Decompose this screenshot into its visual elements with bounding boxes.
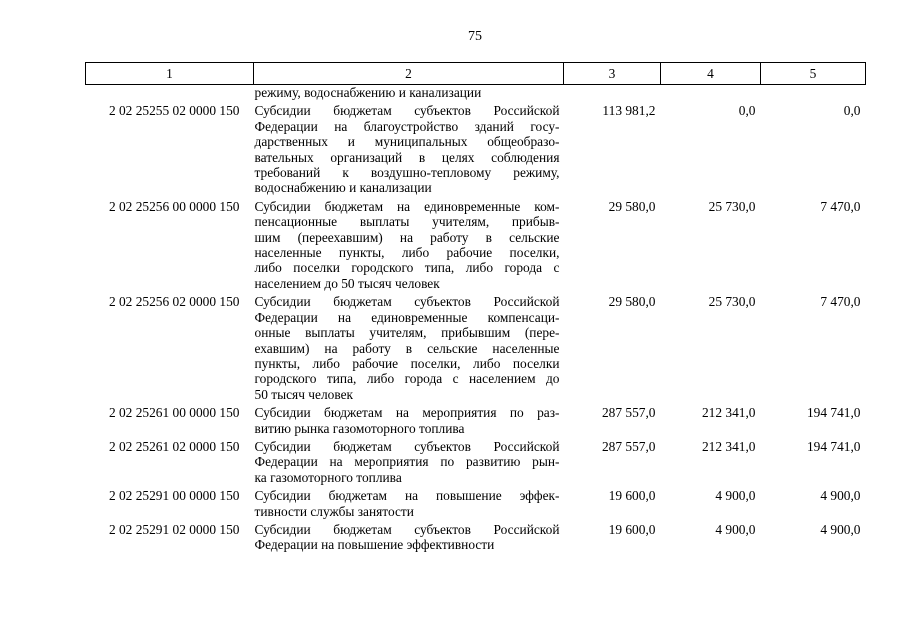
table-header (86, 63, 866, 85)
code-cell (86, 85, 254, 101)
value-col-4: 212 341,0 (701, 438, 756, 454)
description-line: дарственных и муниципальных общеобразо- (254, 134, 560, 150)
value-col-5: 194 741,0 (806, 405, 861, 421)
description-line: населением до 50 тысяч человек (254, 275, 440, 291)
description-line: городского типа, либо города с населением до (254, 371, 560, 387)
table-row (86, 196, 866, 291)
description (254, 519, 564, 553)
budget-code: 2 02 25291 02 0000 150 (108, 521, 240, 537)
description (254, 485, 564, 519)
description-line: пенсационные выплаты учителям, прибыв- (254, 214, 560, 230)
column-header-1: 1 (86, 63, 254, 85)
description-line: 50 тысяч человек (254, 386, 354, 402)
description-line: Федерации на благоустройство зданий госу- (254, 118, 560, 134)
description (254, 196, 564, 291)
value-col-5: 194 741,0 (806, 438, 861, 454)
description-line: требований к воздушно-тепловому режиму, (254, 165, 560, 181)
description-line: вательных организаций в целях соблюдения (254, 149, 560, 165)
value-col-4: 25 730,0 (708, 198, 756, 214)
value-col-3: 29 580,0 (608, 294, 656, 310)
description-line: Субсидии бюджетам субъектов Российской (254, 438, 560, 454)
column-header-2: 2 (254, 63, 564, 85)
budget-code: 2 02 25256 00 0000 150 (108, 198, 240, 214)
description (254, 402, 564, 436)
description (254, 291, 564, 402)
table-row (86, 436, 866, 485)
value-col-3: 19 600,0 (608, 488, 656, 504)
description-line: Субсидии бюджетам субъектов Российской (254, 103, 560, 119)
description-line: населенные пункты, либо рабочие поселки, (254, 245, 560, 261)
description-line: Субсидии бюджетам субъектов Российской (254, 521, 560, 537)
description-line: Субсидии бюджетам на мероприятия по раз- (254, 405, 560, 421)
table-row (86, 519, 866, 553)
value-col-5: 7 470,0 (820, 294, 861, 310)
continuation-text: режиму, водоснабжению и канализации (254, 85, 482, 100)
value-col-5: 4 900,0 (820, 488, 861, 504)
value-col-3: 287 557,0 (601, 405, 656, 421)
column-header-5: 5 (761, 63, 866, 85)
table-body (86, 85, 866, 553)
value-col-4: 0,0 (738, 103, 756, 119)
column-header-4: 4 (661, 63, 761, 85)
value-col-4: 25 730,0 (708, 294, 756, 310)
column-header-3: 3 (564, 63, 661, 85)
description-line: водоснабжению и канализации (254, 180, 432, 196)
value-col-3: 113 981,2 (602, 103, 656, 119)
budget-code: 2 02 25255 02 0000 150 (108, 103, 240, 119)
table-row (86, 100, 866, 195)
table-row (86, 485, 866, 519)
budget-code: 2 02 25291 00 0000 150 (108, 488, 240, 504)
page-number: 75 (468, 29, 482, 44)
description-line: Субсидии бюджетам на единовременные ком- (254, 198, 560, 214)
value-col-3: 287 557,0 (601, 438, 656, 454)
value-col-3: 29 580,0 (608, 198, 656, 214)
description-line: онные выплаты учителям, прибывшим (пере- (254, 325, 560, 341)
budget-code: 2 02 25256 02 0000 150 (108, 294, 240, 310)
value-col-4: 4 900,0 (715, 488, 756, 504)
description-line: тивности службы занятости (254, 503, 414, 519)
value-col-5: 0,0 (843, 103, 861, 119)
description (254, 436, 564, 485)
value-col-4: 212 341,0 (701, 405, 756, 421)
value-col-5: 7 470,0 (820, 198, 861, 214)
description-line: ехавшим) на работу в сельские населенные (254, 340, 560, 356)
continuation-row (86, 85, 866, 101)
value-col-3: 19 600,0 (608, 521, 656, 537)
value-col-5: 4 900,0 (820, 521, 861, 537)
value-col-4: 4 900,0 (715, 521, 756, 537)
description-line: Федерации на мероприятия по развитию рын- (254, 454, 560, 470)
budget-code: 2 02 25261 00 0000 150 (108, 405, 240, 421)
description-line: Федерации на единовременные компенсаци- (254, 309, 560, 325)
description-line: шим (переехавшим) на работу в сельские (254, 229, 560, 245)
description-line: Субсидии бюджетам субъектов Российской (254, 294, 560, 310)
budget-table (85, 62, 866, 553)
table-row (86, 291, 866, 402)
description-line: ка газомоторного топлива (254, 469, 402, 485)
description-line: Федерации на повышение эффективности (254, 537, 495, 553)
description (254, 100, 564, 195)
description-line: пункты, либо рабочие поселки, либо поселки (254, 355, 560, 371)
description-line: либо поселки городского типа, либо города с (254, 260, 560, 276)
table-row (86, 402, 866, 436)
description-line: Субсидии бюджетам на повышение эффек- (254, 488, 560, 504)
description-line: витию рынка газомоторного топлива (254, 420, 465, 436)
budget-code: 2 02 25261 02 0000 150 (108, 438, 240, 454)
